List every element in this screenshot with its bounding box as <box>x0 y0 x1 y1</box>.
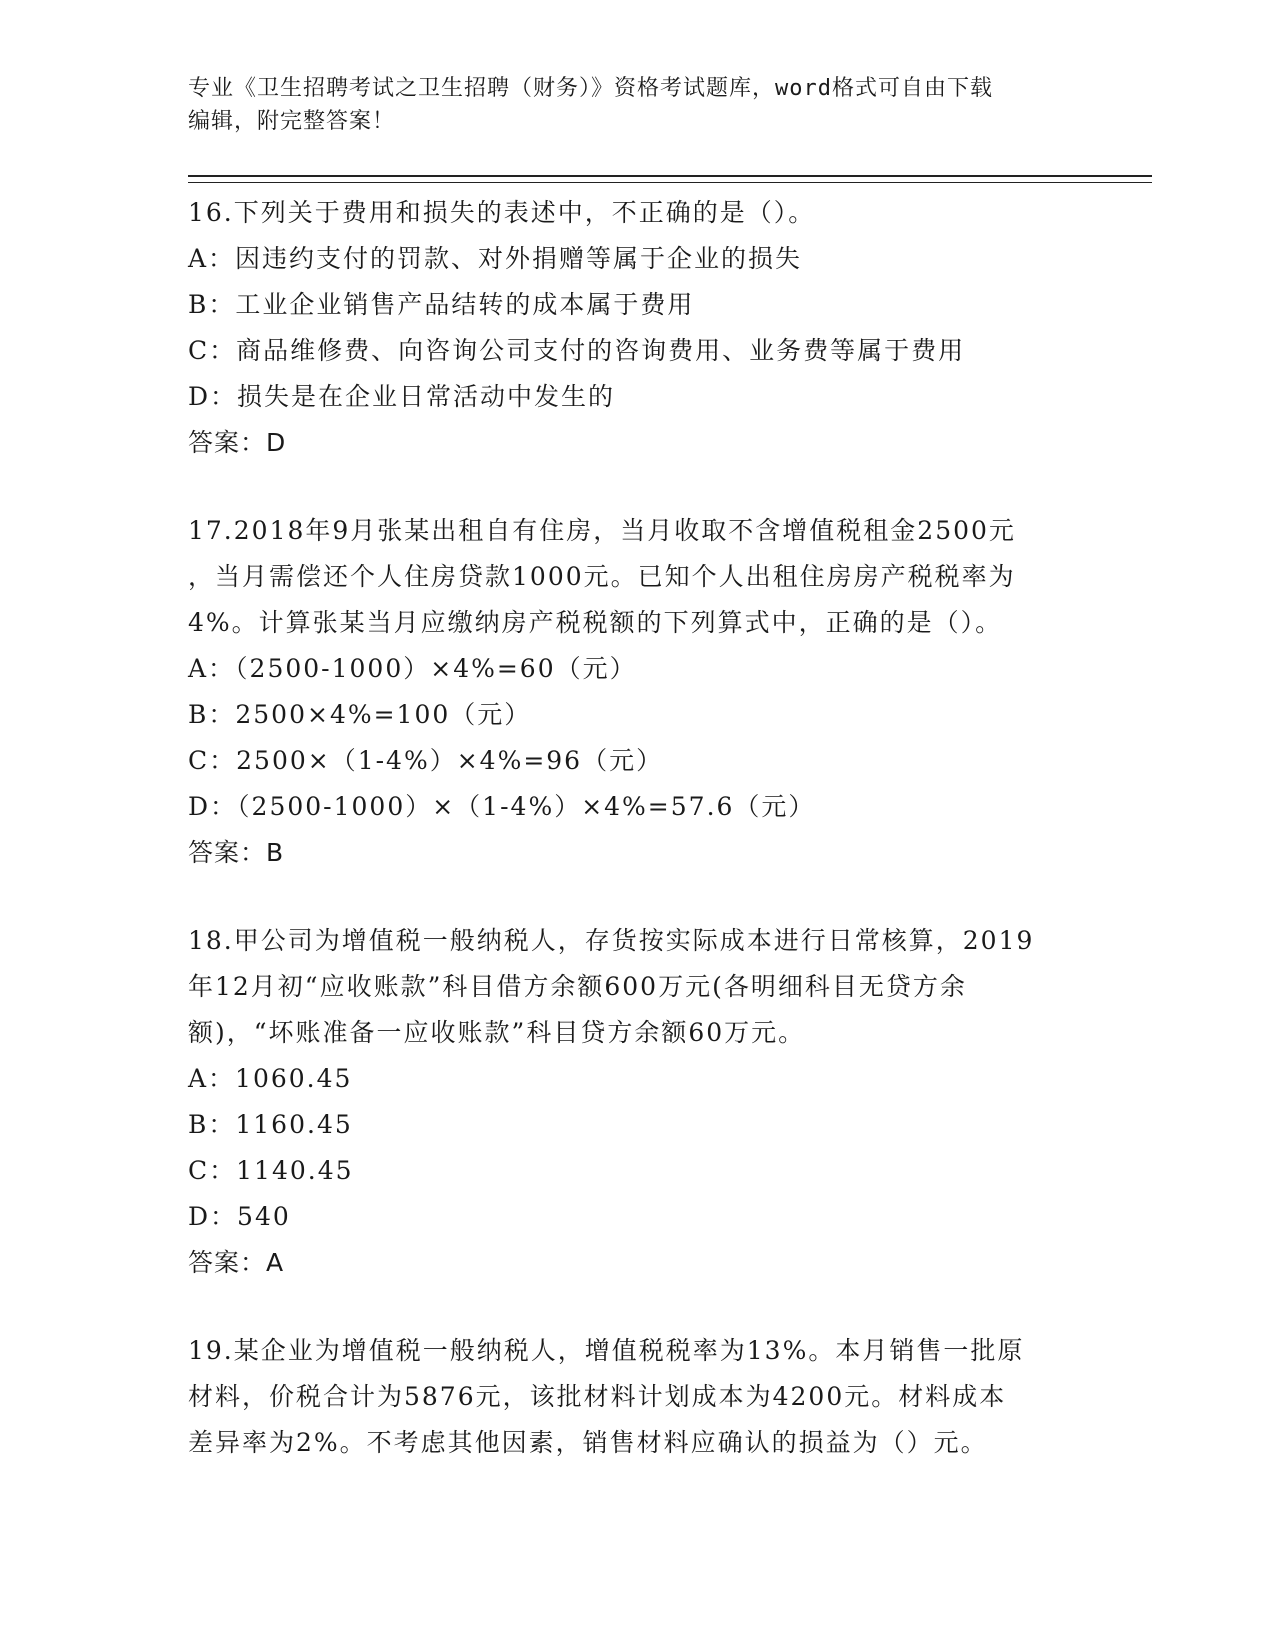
option-c: C：2500×（1-4%）×4%=96（元） <box>188 746 664 775</box>
option-b: B：1160.45 <box>188 1110 353 1139</box>
option-a: A：1060.45 <box>188 1064 353 1093</box>
option-d: D：（2500-1000）×（1-4%）×4%=57.6（元） <box>188 792 816 821</box>
question-stem: 19.某企业为增值税一般纳税人，增值税税率为13%。本月销售一批原 <box>188 1336 1025 1365</box>
answer-label: 答案：B <box>188 838 285 867</box>
question-stem: ，当月需偿还个人住房贷款1000元。已知个人出租住房房产税税率为 <box>188 562 1016 591</box>
question-stem: 17.2018年9月张某出租自有住房，当月收取不含增值税租金2500元 <box>188 516 1016 545</box>
question-stem: 年12月初“应收账款”科目借方余额600万元(各明细科目无贷方余 <box>188 972 967 1001</box>
question-list <box>188 190 1088 1508</box>
header-line-1: 专业《卫生招聘考试之卫生招聘（财务）》资格考试题库，word格式可自由下载 <box>188 76 993 101</box>
header-divider-thick <box>188 175 1152 177</box>
document-header <box>188 72 1068 138</box>
answer-label: 答案：A <box>188 1248 285 1277</box>
option-c: C：商品维修费、向咨询公司支付的咨询费用、业务费等属于费用 <box>188 336 966 365</box>
option-b: B：工业企业销售产品结转的成本属于费用 <box>188 290 695 319</box>
header-divider-thin <box>188 182 1152 183</box>
question-stem: 16.下列关于费用和损失的表述中，不正确的是（）。 <box>188 198 816 227</box>
question-19 <box>188 1328 1088 1466</box>
question-16 <box>188 190 1088 466</box>
question-stem: 18.甲公司为增值税一般纳税人，存货按实际成本进行日常核算，2019 <box>188 926 1035 955</box>
question-18 <box>188 918 1088 1286</box>
option-b: B：2500×4%=100（元） <box>188 700 532 729</box>
option-c: C：1140.45 <box>188 1156 354 1185</box>
header-line-2: 编辑，附完整答案！ <box>188 109 396 134</box>
question-stem: 4%。计算张某当月应缴纳房产税税额的下列算式中，正确的是（）。 <box>188 608 1003 637</box>
option-d: D：损失是在企业日常活动中发生的 <box>188 382 616 411</box>
option-d: D：540 <box>188 1202 291 1231</box>
question-stem: 材料，价税合计为5876元，该批材料计划成本为4200元。材料成本 <box>188 1382 1007 1411</box>
question-17 <box>188 508 1088 876</box>
question-stem: 额)，“坏账准备一应收账款”科目贷方余额60万元。 <box>188 1018 806 1047</box>
question-stem: 差异率为2%。不考虑其他因素，销售材料应确认的损益为（）元。 <box>188 1428 988 1457</box>
option-a: A：（2500-1000）×4%=60（元） <box>188 654 637 683</box>
answer-label: 答案：D <box>188 428 287 457</box>
option-a: A：因违约支付的罚款、对外捐赠等属于企业的损失 <box>188 244 803 273</box>
